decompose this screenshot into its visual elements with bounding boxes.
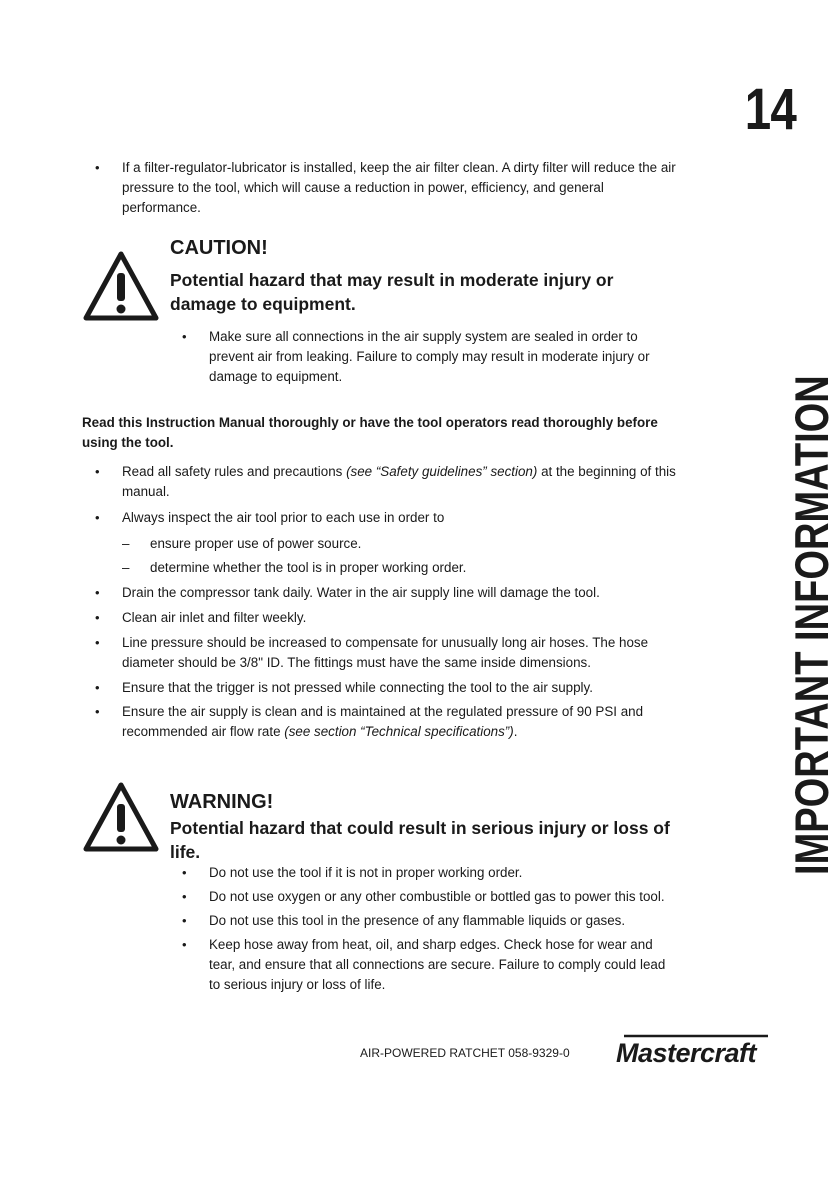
rule-text: Always inspect the air tool prior to each use in order to <box>122 510 445 525</box>
rules-list <box>84 462 684 742</box>
list-item: • Do not use the tool if it is not in proper working order. <box>182 865 523 880</box>
warning-triangle-icon <box>82 780 160 853</box>
rule-text: Line pressure should be increased to compensate for unusually long air hoses. The hose diameter should be 3/8" ID. The fittings must have the same inside dimensions. <box>122 635 649 670</box>
warning-item-text: Do not use the tool if it is not in proper working order. <box>209 865 523 880</box>
list-item: • Keep hose away from heat, oil, and sharp edges. Check hose for wear and tear, and ensure that all connections are secure. Failure to comply could lead to serious injury or loss of life. <box>182 937 666 992</box>
list-item: • Make sure all connections in the air supply system are sealed in order to prevent air from leaking. Failure to comply may result in moderate injury or damage to equipment. <box>182 329 650 384</box>
rule-text: Read all safety rules and precautions <box>122 464 347 479</box>
warning-item-text: Keep hose away from heat, oil, and sharp edges. Check hose for wear and tear, and ensure that all connections are secure. Failure to comply could lead to serious injury or loss of life. <box>209 937 666 992</box>
warning-title: WARNING! <box>170 791 274 813</box>
list-item: • Ensure the air supply is clean and is maintained at the regulated pressure of 90 PSI and recommended air flow rate (see section “Technical specifications”). <box>95 704 644 739</box>
list-item: – ensure proper use of power source. <box>122 536 362 551</box>
rule-text: Drain the compressor tank daily. Water in the air supply line will damage the tool. <box>122 585 600 600</box>
list-item: • Drain the compressor tank daily. Water in the air supply line will damage the tool. <box>95 585 600 600</box>
warning-list <box>171 863 671 995</box>
list-item: • If a filter-regulator-lubricator is installed, keep the air filter clean. A dirty filter will reduce the air pressure to the tool, which will cause a reduction in power, efficiency, and general performance. <box>95 160 676 215</box>
list-item: • Clean air inlet and filter weekly. <box>95 610 307 625</box>
caution-warning-triangle-icon <box>82 249 160 322</box>
list-item: • Read all safety rules and precautions (see “Safety guidelines” section) at the beginning of this manual. <box>95 464 676 499</box>
mastercraft-logo-text: Mastercraft <box>615 1038 757 1066</box>
rule-subitem-text: determine whether the tool is in proper working order. <box>150 560 467 575</box>
intro-list <box>84 158 684 218</box>
list-item: • Do not use this tool in the presence of any flammable liquids or gases. <box>182 913 626 928</box>
rule-text: Clean air inlet and filter weekly. <box>122 610 307 625</box>
rule-reference: (see section “Technical specifications”) <box>284 724 514 739</box>
rule-text: . <box>513 724 518 739</box>
warning-item-text: Do not use this tool in the presence of any flammable liquids or gases. <box>209 913 626 928</box>
rule-text: Ensure that the trigger is not pressed while connecting the tool to the air supply. <box>122 680 593 695</box>
rule-subitem-text: ensure proper use of power source. <box>150 536 362 551</box>
rule-reference: (see “Safety guidelines” section) <box>346 464 538 479</box>
intro-bullet-text: If a filter-regulator-lubricator is installed, keep the air filter clean. A dirty filter will reduce the air pressure to the tool, which will cause a reduction in power, efficiency, and general performance. <box>122 160 676 215</box>
rule-text: Ensure the air supply is clean and is maintained at the regulated pressure of 90 PSI and recommended air flow rate <box>122 704 644 739</box>
rule-text: at the beginning of this manual. <box>122 464 676 499</box>
warning-subtitle: Potential hazard that could result in serious injury or loss of life. <box>170 818 670 862</box>
mastercraft-logo <box>596 1032 776 1066</box>
page-number: 14 <box>744 77 796 142</box>
side-section-title-text: IMPORTANT INFORMATION <box>785 375 838 875</box>
caution-subtitle: Potential hazard that may result in moderate injury or damage to equipment. <box>170 270 614 314</box>
caution-item-text: Make sure all connections in the air supply system are sealed in order to prevent air from leaking. Failure to comply may result in moderate injury or damage to equipment. <box>209 329 650 384</box>
side-section-title <box>787 258 837 875</box>
list-item: • Do not use oxygen or any other combustible or bottled gas to power this tool. <box>182 889 665 904</box>
caution-title: CAUTION! <box>170 237 268 259</box>
warning-item-text: Do not use oxygen or any other combustible or bottled gas to power this tool. <box>209 889 665 904</box>
list-item: • Always inspect the air tool prior to each use in order to <box>95 510 445 525</box>
footer-model-number: AIR-POWERED RATCHET 058-9329-0 <box>360 1046 570 1060</box>
read-manual-notice: Read this Instruction Manual thoroughly or have the tool operators read thoroughly before using the tool. <box>82 415 658 450</box>
list-item: • Line pressure should be increased to compensate for unusually long air hoses. The hose diameter should be 3/8" ID. The fittings must have the same inside dimensions. <box>95 635 649 670</box>
list-item: • Ensure that the trigger is not pressed while connecting the tool to the air supply. <box>95 680 593 695</box>
list-item: – determine whether the tool is in proper working order. <box>122 560 467 575</box>
caution-list <box>171 327 661 387</box>
